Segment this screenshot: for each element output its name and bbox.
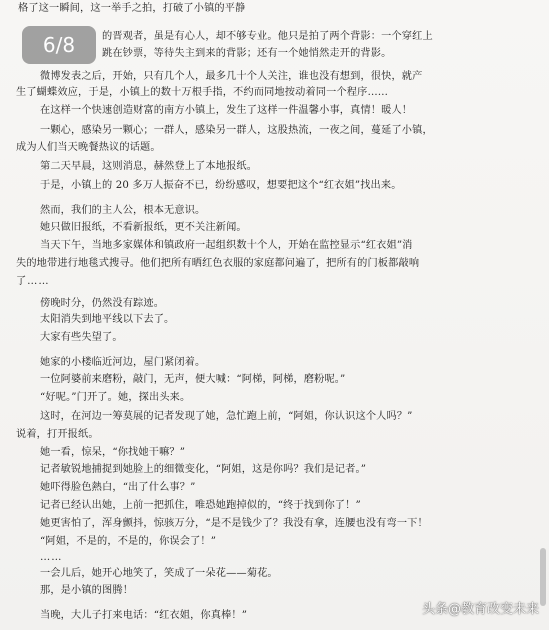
text-line: 在这样一个快速创造财富的南方小镇上，发生了这样一件温馨小事，真情！暖人！ bbox=[40, 105, 413, 116]
text-line: 那，是小镇的图腾！ bbox=[40, 585, 134, 596]
text-line: 记者已经认出她，上前一把抓住，唯恐她跑掉似的，“终于找到你了！” bbox=[40, 500, 361, 511]
page-counter-text: 6/8 bbox=[42, 33, 76, 57]
text-line: 她家的小楼临近河边，屋门紧闭着。 bbox=[40, 357, 206, 368]
text-line: 一位阿婆前来磨粉，敲门，无声，便大喊：“阿梯，阿梯，磨粉呢。” bbox=[40, 374, 346, 385]
text-line: 格了这一瞬间，这一举手之拍，打破了小镇的平静 bbox=[18, 3, 246, 14]
text-line: “阿姐，不是的，不是的，你误会了！” bbox=[40, 536, 217, 547]
text-line: 傍晚时分，仍然没有踪迹。 bbox=[40, 298, 165, 309]
text-line: 跳在钞票，等待失主到来的背影；还有一个她悄然走开的背影。 bbox=[102, 48, 392, 59]
text-line: 失的地带进行地毯式搜寻。他们把所有晒红色衣服的家庭都问遍了，把所有的门板都敲响 bbox=[16, 258, 420, 269]
text-line: 太阳消失到地平线以下去了。 bbox=[40, 314, 175, 325]
page-counter-badge bbox=[22, 26, 96, 64]
text-line: 生了蝴蝶效应，于是，小镇上的数十万根手指，不约而同地按动着同一个程序…… bbox=[16, 87, 389, 98]
text-line: 一会儿后，她开心地笑了，笑成了一朵花——菊花。 bbox=[40, 568, 278, 579]
text-line: 成为人们当天晚餐热议的话题。 bbox=[16, 142, 161, 153]
text-line: 了…… bbox=[16, 276, 50, 287]
watermark-text: 头条@教育改变未来 bbox=[421, 602, 539, 617]
watermark bbox=[422, 598, 539, 617]
text-line: 她只做旧报纸，不看新报纸，更不关注新闻。 bbox=[40, 222, 247, 233]
text-line: 一颗心，感染另一颗心；一群人，感染另一群人，这股热流，一夜之间，蔓延了小镇， bbox=[40, 125, 433, 136]
text-line: 她一看，惊呆，“你找她干嘛？” bbox=[40, 447, 186, 458]
text-line: 大家有些失望了。 bbox=[40, 332, 123, 343]
text-line: 她更害怕了，浑身颤抖，惊骇万分，“是不是钱少了？我没有拿，连腰也没有弯一下！ bbox=[40, 518, 428, 529]
text-line: 她吓得脸色熱白，“出了什么事？” bbox=[40, 482, 196, 493]
text-line: 于是，小镇上的 20 多万人振奋不已，纷纷感叹，想要把这个“红衣姐”找出来。 bbox=[40, 180, 402, 191]
text-line: 记者敏锐地捕捉到她脸上的细微变化，“阿姐，这是你吗？我们是记者。” bbox=[40, 464, 367, 475]
text-line: …… bbox=[40, 552, 63, 563]
text-line: 第二天早晨，这则消息，赫然登上了本地报纸。 bbox=[40, 161, 258, 172]
text-line: 当天下午，当地多家媒体和镇政府一起组织数十个人，开始在监控显示“红衣姐”消 bbox=[40, 240, 413, 251]
text-line: 然而，我们的主人公，根本无意识。 bbox=[40, 205, 206, 216]
text-line: 微博发表之后，开始，只有几个人，最多几十个人关注，谁也没有想到，很快，就产 bbox=[40, 71, 423, 82]
text-line: 当晚，大儿子打来电话：“红衣姐，你真棒！” bbox=[40, 610, 248, 621]
text-line: 说着，打开报纸。 bbox=[16, 429, 99, 440]
text-line: 的晋观者，虽是有心人，却不够专业。他只是拍了两个背影：一个穿红上 bbox=[102, 31, 433, 42]
text-line: “好呢。”门开了。她，探出头来。 bbox=[40, 392, 191, 403]
text-line: 这时，在河边一筹莫展的记者发现了她，急忙跑上前，“阿姐，你认识这个人吗？” bbox=[40, 411, 413, 422]
scrollbar-thumb[interactable] bbox=[540, 548, 546, 606]
